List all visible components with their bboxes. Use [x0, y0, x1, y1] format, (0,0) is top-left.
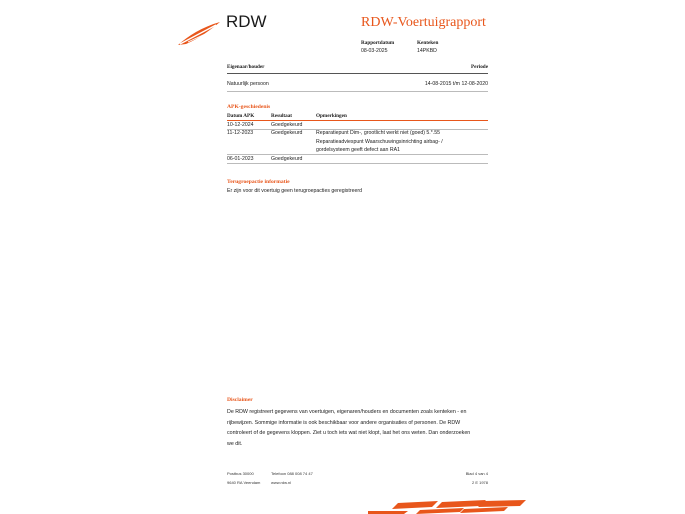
footer-city: 9640 RA Veendam	[227, 480, 261, 485]
disclaimer-line: rijbewijzen. Sommige informatie is ook beschikbaar voor andere organisaties of personen. De RDW	[227, 419, 461, 426]
disclaimer-line: De RDW registreert gegevens van voertuigen, eigenaren/houders en documenten zoals kenteken - en	[227, 409, 467, 415]
apk-row-1-date: 10-12-2024	[227, 122, 254, 128]
owner-header-row	[227, 64, 488, 70]
owner-type: Natuurlijk persoon	[227, 81, 269, 87]
recall-heading: Terugroepactie informatie	[227, 179, 290, 185]
apk-row-2-remark-1: Reparatiepunt Dim-, grootlicht werkt niet (goed) 5.*.55	[316, 130, 440, 136]
license-plate-value: 14PKBD	[417, 48, 437, 54]
owner-row	[227, 81, 488, 87]
divider	[227, 154, 488, 155]
apk-row-3-result: Goedgekeurd	[271, 156, 303, 162]
document-title: RDW-Voertuigrapport	[361, 15, 486, 30]
apk-row-1-result: Goedgekeurd	[271, 122, 303, 128]
report-date-value: 08-03-2025	[361, 48, 388, 54]
recall-text: Er zijn voor dit voertuig geen terugroepacties geregistreerd	[227, 188, 362, 194]
divider	[227, 73, 488, 74]
apk-col-remarks: Opmerkingen	[316, 113, 347, 119]
license-plate-block	[417, 39, 438, 55]
report-date-label: Rapportdatum	[361, 40, 395, 46]
disclaimer-line: controleert of de gegevens kloppen. Ziet u toch iets wat niet klopt, laat het ons weten. Dan onderzoeken	[227, 430, 471, 437]
divider	[227, 163, 488, 164]
disclaimer-line: we dit.	[227, 441, 243, 448]
footer-phone: Telefoon 088 008 74 47	[271, 471, 313, 476]
apk-row-2-remark-2: Reparatieadviespunt Waarschuwingsinrichting airbag- /	[316, 138, 443, 145]
disclaimer-heading: Disclaimer	[227, 397, 253, 403]
owner-period: 14-08-2015 t/m 12-08-2020	[424, 81, 488, 87]
disclaimer-text	[227, 407, 489, 450]
divider	[227, 91, 488, 92]
footer-postbus: Postbus 30000	[227, 471, 254, 476]
period-column-label: Periode	[471, 64, 488, 70]
rdw-logo-icon	[176, 20, 222, 46]
apk-row-3-date: 06-01-2023	[227, 156, 254, 162]
footer-page-number: Blad 4 van 4	[465, 471, 488, 476]
footer-doc-code: 2 E 1978	[471, 480, 488, 485]
apk-row-2-remark-3: gordelsysteem geeft defect aan RA1	[316, 147, 400, 153]
apk-col-date: Datum APK	[227, 113, 255, 119]
apk-table-rule	[227, 120, 488, 121]
report-date-block	[361, 39, 394, 55]
license-plate-label: Kenteken	[417, 40, 439, 46]
footer-website[interactable]: www.rdw.nl	[271, 480, 292, 485]
apk-heading: APK-geschiedenis	[227, 104, 271, 110]
apk-col-result: Resultaat	[271, 113, 293, 119]
apk-row-2-result: Goedgekeurd	[271, 130, 303, 136]
owner-column-label: Eigenaar/houder	[227, 64, 265, 70]
apk-row-2-date: 11-12-2023	[227, 130, 254, 136]
rdw-stripes-icon	[368, 500, 526, 514]
brand-name: RDW	[226, 12, 267, 31]
